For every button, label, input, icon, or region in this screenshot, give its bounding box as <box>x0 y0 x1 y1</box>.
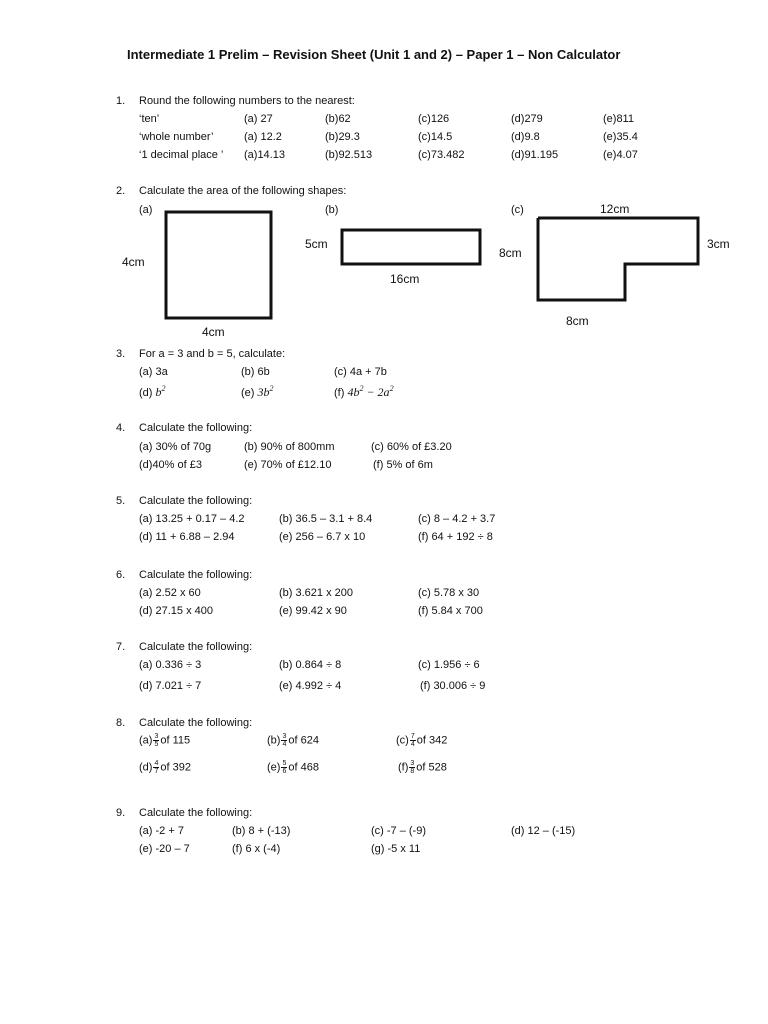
q9-item: (f) 6 x (-4) <box>232 843 281 855</box>
l-shape <box>532 212 704 308</box>
question-number: 5. <box>116 495 126 507</box>
q7-item: (b) 0.864 ÷ 8 <box>279 659 342 671</box>
numerator: 7 <box>410 733 415 740</box>
question-number: 3. <box>116 348 126 360</box>
q1-item: (d)9.8 <box>511 131 540 143</box>
q5-item: (d) 11 + 6.88 – 2.94 <box>139 531 235 543</box>
question-number: 4. <box>116 422 126 434</box>
rounding-label: ‘1 decimal place ’ <box>139 149 224 161</box>
question-number: 7. <box>116 641 126 653</box>
dimension-label: 8cm <box>499 246 522 260</box>
question-number: 6. <box>116 569 126 581</box>
item-label: (f) <box>398 761 409 774</box>
q1-item: (a) 12.2 <box>244 131 282 143</box>
question-number: 2. <box>116 185 126 197</box>
item-text: of 392 <box>160 761 191 774</box>
q5-item: (c) 8 – 4.2 + 3.7 <box>418 513 496 525</box>
q9-item: (a) -2 + 7 <box>139 825 184 837</box>
q1-item: (e)35.4 <box>603 131 638 143</box>
numerator: 3 <box>282 733 287 740</box>
fraction <box>281 733 287 748</box>
square-shape <box>160 206 280 326</box>
item-label: (f) <box>334 387 345 399</box>
q8-item-c <box>396 733 447 748</box>
q5-item: (b) 36.5 – 3.1 + 8.4 <box>279 513 373 525</box>
fraction <box>153 760 159 775</box>
exponent: 2 <box>359 384 364 393</box>
numerator: 4 <box>154 760 159 767</box>
question-prompt: Calculate the following: <box>139 569 253 581</box>
q1-item: (b)62 <box>325 113 351 125</box>
q1-item: (a) 27 <box>244 113 273 125</box>
q6-item: (b) 3.621 x 200 <box>279 587 353 599</box>
shape-label-c: (c) <box>511 204 524 216</box>
q7-item: (f) 30.006 ÷ 9 <box>420 680 486 692</box>
q6-item: (f) 5.84 x 700 <box>418 605 483 617</box>
q3-item: (a) 3a <box>139 366 168 378</box>
item-label: (d) <box>139 387 153 399</box>
fraction <box>281 760 287 775</box>
fraction <box>153 733 159 748</box>
question-prompt: Calculate the following: <box>139 807 253 819</box>
q5-item: (a) 13.25 + 0.17 – 4.2 <box>139 513 245 525</box>
item-text: of 624 <box>288 734 319 747</box>
q6-item: (d) 27.15 x 400 <box>139 605 213 617</box>
q3-item-d <box>139 384 166 400</box>
q8-item-d <box>139 760 191 775</box>
q7-item: (a) 0.336 ÷ 3 <box>139 659 202 671</box>
exponent: 2 <box>161 384 166 393</box>
item-label: (a) <box>139 734 153 747</box>
q3-item: (c) 4a + 7b <box>334 366 387 378</box>
q8-item-f <box>398 760 447 775</box>
q1-item: (c)73.482 <box>418 149 465 161</box>
numerator: 5 <box>282 760 287 767</box>
question-prompt: Calculate the area of the following shapes: <box>139 185 347 197</box>
q3-item-e <box>241 384 274 400</box>
rectangle-shape <box>336 224 488 270</box>
q3-item: (b) 6b <box>241 366 270 378</box>
question-prompt: Calculate the following: <box>139 495 253 507</box>
q6-item: (a) 2.52 x 60 <box>139 587 201 599</box>
q9-item: (b) 8 + (-13) <box>232 825 291 837</box>
expression <box>258 385 274 399</box>
rounding-label: ‘whole number’ <box>139 131 214 143</box>
q9-item: (d) 12 – (-15) <box>511 825 576 837</box>
q4-item: (e) 70% of £12.10 <box>244 459 332 471</box>
exponent: 2 <box>269 384 274 393</box>
q4-item: (b) 90% of 800mm <box>244 441 335 453</box>
q8-item-a <box>139 733 190 748</box>
question-prompt: Calculate the following: <box>139 641 253 653</box>
q4-item: (c) 60% of £3.20 <box>371 441 452 453</box>
numerator: 3 <box>410 760 415 767</box>
q1-item: (d)91.195 <box>511 149 559 161</box>
q1-item: (c)126 <box>418 113 450 125</box>
dimension-label: 16cm <box>390 272 420 286</box>
expression-base: − 2a <box>366 385 390 399</box>
expression <box>156 385 166 399</box>
q7-item: (c) 1.956 ÷ 6 <box>418 659 480 671</box>
q1-item: (d)279 <box>511 113 543 125</box>
item-label: (e) <box>267 761 281 774</box>
q1-item: (e)811 <box>603 113 634 125</box>
denominator: 4 <box>410 741 415 748</box>
numerator: 3 <box>154 733 159 740</box>
dimension-label: 12cm <box>600 202 630 216</box>
page-title: Intermediate 1 Prelim – Revision Sheet (Unit 1 and 2) – Paper 1 – Non Calculator <box>127 47 621 62</box>
item-label: (d) <box>139 761 153 774</box>
shape-label-a: (a) <box>139 204 153 216</box>
item-label: (e) <box>241 387 255 399</box>
question-prompt: Round the following numbers to the nearest: <box>139 95 355 107</box>
q4-item: (f) 5% of 6m <box>373 459 433 471</box>
dimension-label: 5cm <box>305 237 328 251</box>
question-prompt: Calculate the following: <box>139 422 253 434</box>
q4-item: (d)40% of £3 <box>139 459 202 471</box>
q9-item: (c) -7 – (-9) <box>371 825 426 837</box>
denominator: 6 <box>282 768 287 775</box>
fraction <box>409 760 415 775</box>
q6-item: (e) 99.42 x 90 <box>279 605 347 617</box>
question-number: 8. <box>116 717 126 729</box>
q9-item: (g) -5 x 11 <box>371 843 421 855</box>
q5-item: (f) 64 + 192 ÷ 8 <box>418 531 493 543</box>
q3-item-f <box>334 384 394 400</box>
fraction <box>410 733 416 748</box>
dimension-label: 3cm <box>707 237 730 251</box>
item-text: of 468 <box>288 761 319 774</box>
q1-item: (e)4.07 <box>603 149 638 161</box>
q4-item: (a) 30% of 70g <box>139 441 212 453</box>
shape-label-b: (b) <box>325 204 339 216</box>
item-text: of 115 <box>160 734 191 747</box>
question-number: 1. <box>116 95 126 107</box>
q8-item-e <box>267 760 319 775</box>
question-prompt: Calculate the following: <box>139 717 253 729</box>
q1-item: (b)92.513 <box>325 149 373 161</box>
q6-item: (c) 5.78 x 30 <box>418 587 480 599</box>
expression-base: 4b <box>347 385 360 399</box>
item-text: of 342 <box>416 734 448 747</box>
q1-item: (a)14.13 <box>244 149 285 161</box>
exponent: 2 <box>389 384 394 393</box>
expression-base: 3b <box>257 385 270 399</box>
q9-item: (e) -20 – 7 <box>139 843 190 855</box>
question-prompt: For a = 3 and b = 5, calculate: <box>139 348 286 360</box>
item-label: (b) <box>267 734 281 747</box>
denominator: 7 <box>154 768 159 775</box>
q8-item-b <box>267 733 319 748</box>
question-number: 9. <box>116 807 126 819</box>
denominator: 8 <box>410 768 415 775</box>
item-text: of 528 <box>416 761 447 774</box>
dimension-label: 4cm <box>202 325 225 339</box>
item-label: (c) <box>396 734 409 747</box>
denominator: 4 <box>282 741 287 748</box>
q7-item: (d) 7.021 ÷ 7 <box>139 680 202 692</box>
dimension-label: 4cm <box>122 255 145 269</box>
q5-item: (e) 256 – 6.7 x 10 <box>279 531 366 543</box>
denominator: 5 <box>154 741 159 748</box>
dimension-label: 8cm <box>566 314 589 328</box>
q1-item: (c)14.5 <box>418 131 453 143</box>
rounding-label: ‘ten’ <box>139 113 160 125</box>
expression <box>347 385 393 399</box>
expression-base: b <box>155 385 162 399</box>
q7-item: (e) 4.992 ÷ 4 <box>279 680 342 692</box>
q1-item: (b)29.3 <box>325 131 360 143</box>
